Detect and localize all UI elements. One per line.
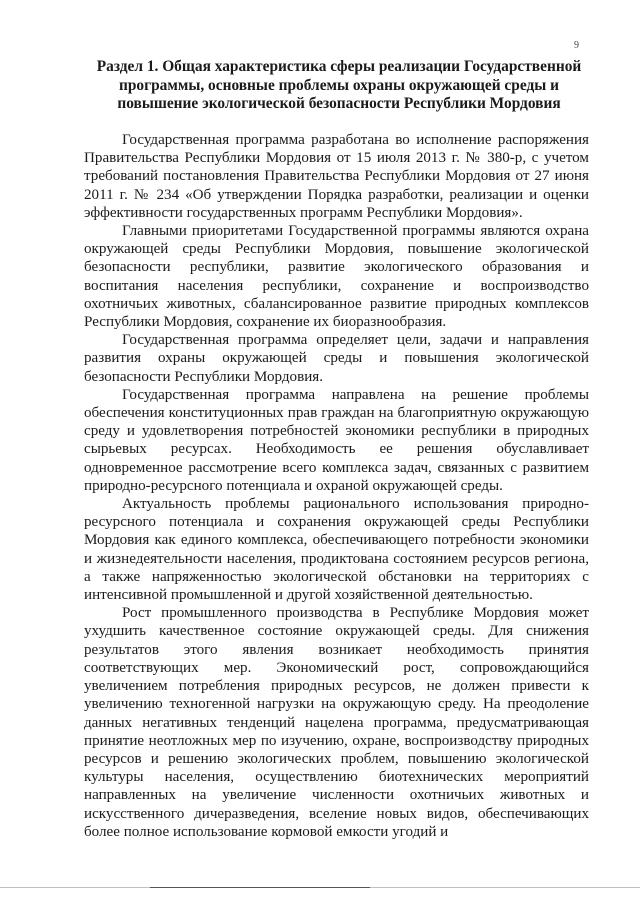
paragraph: Главными приоритетами Государственной программы являются охрана окружающей среды Республики Мордовия, повышение экологической безопасности республики, развитие экологического образования и воспитания населения республики, сохранение и воспроизводство охотничьих животных, сбалансированное развитие природных комплексов Республики Мордовия, сохранение их биоразнообразия.: [84, 223, 589, 331]
heading-line: программы, основные проблемы охраны окружающей среды и: [119, 76, 559, 94]
heading-line: повышение экологической безопасности Республики Мордовия: [117, 95, 561, 112]
paragraph: Рост промышленного производства в Республике Мордовия может ухудшить качественное состояние окружающей среды. Для снижения результатов этого явления возникает необходимость принятия соответствующих мер. Экономический рост, сопровождающийся увеличением потребления природных ресурсов, не должен привести к увеличению техногенной нагрузки на окружающую среду. На преодоление данных негативных тенденций нацелена программа, предусматривающая принятие неотложных мер по изучению, охране, воспроизводству природных ресурсов и решению экологических проблем, повышению экологической культуры населения, осуществлению биотехнических мероприятий направленных на увеличение численности охотничьих животных и искусственного дичеразведения, вселение новых видов, обеспечивающих более полное использование кормовой емкости угодий и: [84, 605, 589, 840]
paragraph: Государственная программа направлена на решение проблемы обеспечения конституционных прав граждан на благоприятную окружающую среду и удовлетворения потребностей экономики республики в природных сырьевых ресурсах. Необходимость ее решения обуславливает одновременное рассмотрение всего комплекса задач, связанных с развитием природно-ресурсного потенциала и охраной окружающей среды.: [84, 386, 589, 494]
paragraph: Государственная программа определяет цели, задачи и направления развития охраны окружающей среды и повышения экологической безопасности Республики Мордовия.: [84, 332, 589, 385]
paragraph: Государственная программа разработана во исполнение распоряжения Правительства Республики Мордовия от 15 июля 2013 г. № 380-р, с учетом требований постановления Правительства Республики Мордовия от 27 июня 2011 г. № 234 «Об утверждении Порядка разработки, реализации и оценки эффективности государственных программ Республики Мордовия».: [84, 132, 589, 221]
document-body: [84, 131, 589, 841]
section-heading: [84, 58, 594, 114]
footer-divider-accent: [150, 887, 370, 888]
paragraph: Актуальность проблемы рационального использования природно-ресурсного потенциала и сохранения окружающей среды Республики Мордовия как единого комплекса, обеспечивающего потребности экономики и жизнедеятельности населения, продиктована состоянием ресурсов региона, а также напряженностью экологической обстановки на территориях с интенсивной промышленной и другой хозяйственной деятельностью.: [84, 496, 589, 604]
heading-line: Раздел 1. Общая характеристика сферы реализации Государственной: [96, 58, 582, 75]
page-number: 9: [574, 40, 579, 51]
